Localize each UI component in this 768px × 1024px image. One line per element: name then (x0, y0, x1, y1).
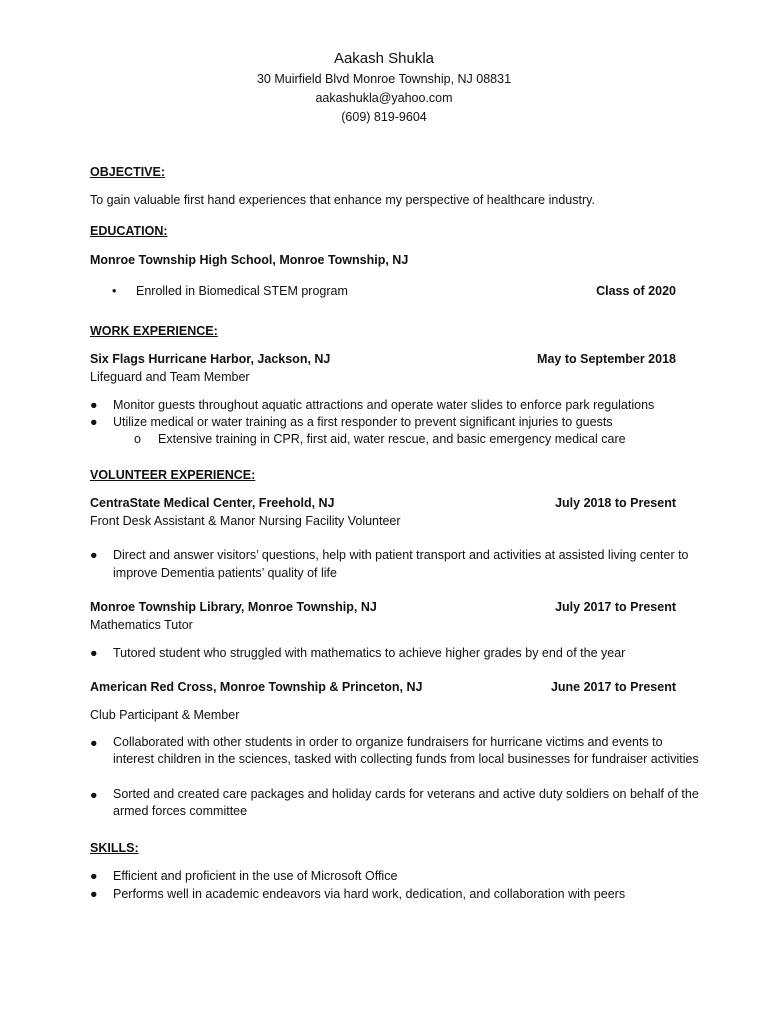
bullet-icon: ● (90, 398, 98, 412)
volunteer-role: Front Desk Assistant & Manor Nursing Facility Volunteer (90, 514, 401, 528)
bullet-icon: ● (90, 788, 98, 802)
bullet-icon: ● (90, 869, 98, 883)
work-heading: WORK EXPERIENCE: (90, 324, 218, 338)
bullet-icon: ● (90, 646, 98, 660)
bullet-icon: ● (90, 548, 98, 562)
education-heading: EDUCATION: (90, 224, 168, 238)
bullet-icon: ● (90, 887, 98, 901)
resume-header (0, 48, 768, 127)
email: aakashukla@yahoo.com (315, 91, 453, 105)
work-bullet-text: Utilize medical or water training as a first responder to prevent significant injuries to guests (113, 415, 613, 429)
volunteer-bullet-text: Collaborated with other students in order to organize fundraisers for hurricane victims and events to interest children in the sciences, tasked with collecting funds from local businesses for fundraiser activities (113, 735, 699, 766)
work-sub-bullet-text: Extensive training in CPR, first aid, water rescue, and basic emergency medical care (158, 432, 626, 446)
work-bullet-text: Monitor guests throughout aquatic attractions and operate water slides to enforce park regulations (113, 398, 655, 412)
work-org: Six Flags Hurricane Harbor, Jackson, NJ (90, 352, 331, 366)
address: 30 Muirfield Blvd Monroe Township, NJ 08831 (256, 72, 512, 86)
bullet-icon: ● (90, 736, 98, 750)
bullet-icon: • (112, 284, 117, 298)
volunteer-heading: VOLUNTEER EXPERIENCE: (90, 468, 256, 482)
volunteer-org: CentraState Medical Center, Freehold, NJ (90, 496, 335, 510)
work-role: Lifeguard and Team Member (90, 370, 250, 384)
skills-heading: SKILLS: (90, 841, 139, 855)
skills-bullet-text: Efficient and proficient in the use of Microsoft Office (113, 869, 398, 883)
volunteer-date: July 2018 to Present (555, 496, 676, 510)
objective-text: To gain valuable first hand experiences that enhance my perspective of healthcare industry. (90, 193, 595, 207)
volunteer-org: American Red Cross, Monroe Township & Princeton, NJ (90, 680, 423, 694)
phone: (609) 819-9604 (341, 110, 427, 124)
candidate-name: Aakash Shukla (333, 50, 435, 67)
education-school: Monroe Township High School, Monroe Township, NJ (90, 253, 409, 267)
volunteer-date: July 2017 to Present (555, 600, 676, 614)
objective-heading: OBJECTIVE: (90, 165, 166, 179)
education-date: Class of 2020 (596, 284, 676, 298)
volunteer-date: June 2017 to Present (550, 680, 676, 694)
sub-bullet-icon: o (134, 432, 141, 446)
volunteer-role: Mathematics Tutor (90, 618, 193, 632)
volunteer-bullet-text: Tutored student who struggled with mathematics to achieve higher grades by end of the year (113, 646, 626, 660)
skills-bullet-text: Performs well in academic endeavors via hard work, dedication, and collaboration with peers (113, 887, 626, 901)
education-bullet-text: Enrolled in Biomedical STEM program (136, 284, 348, 298)
volunteer-bullet-text: Sorted and created care packages and holiday cards for veterans and active duty soldiers on behalf of the armed forces committee (113, 787, 699, 818)
volunteer-bullet-text: Direct and answer visitors’ questions, help with patient transport and activities at assisted living center to improve Dementia patients’ quality of life (113, 548, 689, 580)
bullet-icon: ● (90, 415, 98, 429)
work-date: May to September 2018 (537, 352, 676, 366)
volunteer-role: Club Participant & Member (90, 708, 240, 722)
volunteer-org: Monroe Township Library, Monroe Township, NJ (90, 600, 377, 614)
